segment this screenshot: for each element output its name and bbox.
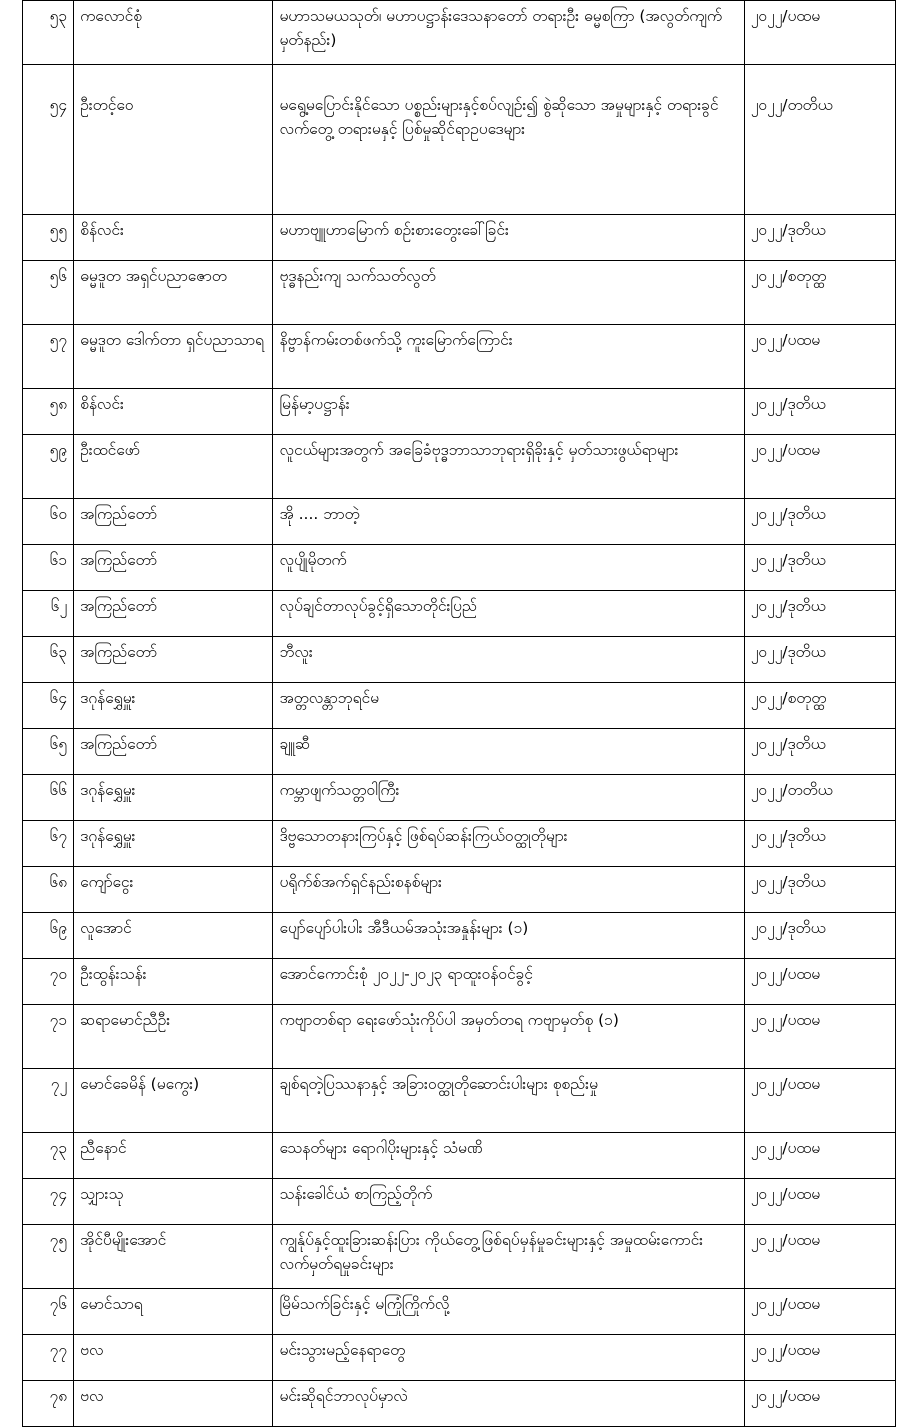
book-title: အောင်ကောင်းစုံ ၂၀၂၂-၂၀၂၃ ရာထူးဝန်ဝင်ခွင့် <box>273 959 744 1005</box>
table-row <box>23 821 896 867</box>
edition: ၂၀၂၂/ဒုတိယ <box>744 591 895 637</box>
edition: ၂၀၂၂/စတုတ္ထ <box>744 261 895 325</box>
row-number: ၇၈ <box>23 1381 74 1427</box>
book-title: ကမ္ဘာဖျက်သတ္တဝါကြီး <box>273 775 744 821</box>
row-number: ၆၉ <box>23 913 74 959</box>
author-name: ကျော်ငွေး <box>74 867 273 913</box>
table-row <box>23 867 896 913</box>
edition: ၂၀၂၂/ဒုတိယ <box>744 215 895 261</box>
edition: ၂၀၂၂/ပထမ <box>744 1381 895 1427</box>
book-title: ဘီလူး <box>273 637 744 683</box>
row-number: ၆၃ <box>23 637 74 683</box>
book-title: လုပ်ချင်တာလုပ်ခွင့်ရှိသောတိုင်းပြည် <box>273 591 744 637</box>
author-name: မောင်ခေမိန် (မကွေး) <box>74 1069 273 1133</box>
book-title: မဟာဗျူဟာမြောက် စဉ်းစားတွေးခေါ်ခြင်း <box>273 215 744 261</box>
author-name: မောင်သာရ <box>74 1289 273 1335</box>
row-number: ၇၅ <box>23 1225 74 1289</box>
edition: ၂၀၂၂/ဒုတိယ <box>744 545 895 591</box>
table-row <box>23 1069 896 1133</box>
edition: ၂၀၂၂/ပထမ <box>744 1225 895 1289</box>
book-title: အို .... ဘာတဲ့ <box>273 499 744 545</box>
author-name: ကလောင်စုံ <box>74 1 273 65</box>
author-name: ဦးထွန်းသန်း <box>74 959 273 1005</box>
table-row <box>23 325 896 389</box>
author-name: အိုင်ပီမျိုးအောင် <box>74 1225 273 1289</box>
row-number: ၇၃ <box>23 1133 74 1179</box>
book-title: ပရိုက်စ်အက်ရှင်နည်းစနစ်များ <box>273 867 744 913</box>
table-row <box>23 499 896 545</box>
table-row <box>23 65 896 215</box>
book-title: သေနတ်များ ရောဂါပိုးများနှင့် သံမဏိ <box>273 1133 744 1179</box>
edition: ၂၀၂၂/ပထမ <box>744 1005 895 1069</box>
edition: ၂၀၂၂/ပထမ <box>744 1289 895 1335</box>
book-title: မြန်မာ့ပဋ္ဌာန်း <box>273 389 744 435</box>
book-title: မြိမ်သက်ခြင်းနှင့် မကြုံကြိုက်လို့ <box>273 1289 744 1335</box>
book-title: မင်းဆိုရင်ဘာလုပ်မှာလဲ <box>273 1381 744 1427</box>
row-number: ၅၈ <box>23 389 74 435</box>
edition: ၂၀၂၂/ဒုတိယ <box>744 389 895 435</box>
edition: ၂၀၂၂/ဒုတိယ <box>744 499 895 545</box>
book-title: ဗုဒ္ဓနည်းကျ သက်သတ်လွတ် <box>273 261 744 325</box>
edition: ၂၀၂၂/ပထမ <box>744 1179 895 1225</box>
book-title: ပျော်ပျော်ပါးပါး အီဒီယမ်အသုံးအနှုန်းများ (၁) <box>273 913 744 959</box>
book-title: ဒိဗ္ဗသောတနားကြပ်နှင့် ဖြစ်ရပ်ဆန်းကြယ်ဝတ္ထုတိုများ <box>273 821 744 867</box>
table-row <box>23 1335 896 1381</box>
author-name: လူအောင် <box>74 913 273 959</box>
row-number: ၆၀ <box>23 499 74 545</box>
row-number: ၇၇ <box>23 1335 74 1381</box>
author-name: သျှားသု <box>74 1179 273 1225</box>
edition: ၂၀၂၂/ပထမ <box>744 959 895 1005</box>
table-row <box>23 1005 896 1069</box>
table-row <box>23 591 896 637</box>
edition: ၂၀၂၂/ဒုတိယ <box>744 729 895 775</box>
edition: ၂၀၂၂/တတိယ <box>744 775 895 821</box>
edition: ၂၀၂၂/တတိယ <box>744 65 895 215</box>
edition: ၂၀၂၂/ဒုတိယ <box>744 867 895 913</box>
author-name: ဦးတင့်ဝေ <box>74 65 273 215</box>
book-title: ချစ်ရတဲ့ပြဿနာနှင့် အခြားဝတ္ထုတိုဆောင်းပါးများ စုစည်းမှု <box>273 1069 744 1133</box>
row-number: ၆၂ <box>23 591 74 637</box>
author-name: အကြည်တော် <box>74 729 273 775</box>
table-row <box>23 261 896 325</box>
table-row <box>23 1289 896 1335</box>
row-number: ၇၂ <box>23 1069 74 1133</box>
table-row <box>23 729 896 775</box>
row-number: ၆၅ <box>23 729 74 775</box>
edition: ၂၀၂၂/ပထမ <box>744 1133 895 1179</box>
table-row <box>23 1 896 65</box>
book-title: အတ္တလန္တာဘုရင်မ <box>273 683 744 729</box>
row-number: ၅၆ <box>23 261 74 325</box>
edition: ၂၀၂၂/ပထမ <box>744 1 895 65</box>
book-title: မဟာသမယသုတ်၊ မဟာပဋ္ဌာန်းဒေသနာတော် တရားဦး ဓမ္မစကြာ (အလွတ်ကျက်မှတ်နည်း) <box>273 1 744 65</box>
table-row <box>23 435 896 499</box>
row-number: ၅၅ <box>23 215 74 261</box>
row-number: ၅၇ <box>23 325 74 389</box>
row-number: ၅၉ <box>23 435 74 499</box>
edition: ၂၀၂၂/ပထမ <box>744 1069 895 1133</box>
author-name: အကြည်တော် <box>74 637 273 683</box>
table-row <box>23 959 896 1005</box>
table-row <box>23 683 896 729</box>
author-name: အကြည်တော် <box>74 591 273 637</box>
book-title: လူငယ်များအတွက် အခြေခံဗုဒ္ဓဘာသာဘုရားရှိခိုးနှင့် မှတ်သားဖွယ်ရာများ <box>273 435 744 499</box>
edition: ၂၀၂၂/ဒုတိယ <box>744 821 895 867</box>
book-title: ချူဆီ <box>273 729 744 775</box>
author-name: ညီနောင် <box>74 1133 273 1179</box>
row-number: ၆၄ <box>23 683 74 729</box>
author-name: စိန်လင်း <box>74 215 273 261</box>
author-name: ဓမ္မဒူတ အရှင်ပညာဇောတ <box>74 261 273 325</box>
book-title: ကဗျာတစ်ရာ ရေးဖော်သုံးကိုပ်ပါ အမှတ်တရ ကဗျာမှတ်စု (၁) <box>273 1005 744 1069</box>
table-row <box>23 1381 896 1427</box>
row-number: ၆၆ <box>23 775 74 821</box>
author-name: ဒဂုန်ရွှေမှူး <box>74 821 273 867</box>
table-row <box>23 545 896 591</box>
author-name: ဆရာမောင်ညီဦး <box>74 1005 273 1069</box>
edition: ၂၀၂၂/ဒုတိယ <box>744 637 895 683</box>
row-number: ၆၁ <box>23 545 74 591</box>
row-number: ၆၈ <box>23 867 74 913</box>
book-title: သန်းခေါင်ယံ စာကြည့်တိုက် <box>273 1179 744 1225</box>
row-number: ၇၄ <box>23 1179 74 1225</box>
book-list-body <box>23 1 896 1427</box>
table-row <box>23 637 896 683</box>
author-name: ဗလ <box>74 1381 273 1427</box>
author-name: ဦးထင်ဖော် <box>74 435 273 499</box>
row-number: ၇၆ <box>23 1289 74 1335</box>
table-row <box>23 1225 896 1289</box>
book-title: နိဗ္ဗာန်ကမ်းတစ်ဖက်သို့ ကူးမြောက်ကြောင်း <box>273 325 744 389</box>
row-number: ၇၁ <box>23 1005 74 1069</box>
table-row <box>23 215 896 261</box>
table-row <box>23 389 896 435</box>
edition: ၂၀၂၂/ပထမ <box>744 435 895 499</box>
row-number: ၇၀ <box>23 959 74 1005</box>
edition: ၂၀၂၂/ပထမ <box>744 1335 895 1381</box>
table-row <box>23 913 896 959</box>
edition: ၂၀၂၂/ပထမ <box>744 325 895 389</box>
row-number: ၅၃ <box>23 1 74 65</box>
book-title: မရွေ့မပြောင်းနိုင်သော ပစ္စည်းများနှင့်စပ်လျဉ်း၍ စွဲဆိုသော အမှုများနှင့် တရားခွင်လက်တွေ့ တရားမနှင့် ပြစ်မှုဆိုင်ရာဥပဒေများ <box>273 65 744 215</box>
author-name: အကြည်တော် <box>74 499 273 545</box>
book-list-table <box>22 0 896 1427</box>
author-name: စိန်လင်း <box>74 389 273 435</box>
edition: ၂၀၂၂/ဒုတိယ <box>744 913 895 959</box>
book-title: ကျွန်ုပ်နှင့်ထူးခြားဆန်းပြား ကိုယ်တွေ့ဖြစ်ရပ်မှန်မှုခင်းများနှင့် အမှုထမ်းကောင်းလက်မှတ်ရမှုခင်းများ <box>273 1225 744 1289</box>
edition: ၂၀၂၂/စတုတ္ထ <box>744 683 895 729</box>
table-row <box>23 1133 896 1179</box>
author-name: ဗလ <box>74 1335 273 1381</box>
book-title: မင်းသွားမည့်နေရာတွေ <box>273 1335 744 1381</box>
table-row <box>23 1179 896 1225</box>
table-row <box>23 775 896 821</box>
author-name: အကြည်တော် <box>74 545 273 591</box>
row-number: ၆၇ <box>23 821 74 867</box>
author-name: ဒဂုန်ရွှေမှူး <box>74 683 273 729</box>
book-title: လူပျိုမိုတက် <box>273 545 744 591</box>
author-name: ဒဂုန်ရွှေမှူး <box>74 775 273 821</box>
row-number: ၅၄ <box>23 65 74 215</box>
author-name: ဓမ္မဒူတ ဒေါက်တာ ရှင်ပညာသာရ <box>74 325 273 389</box>
